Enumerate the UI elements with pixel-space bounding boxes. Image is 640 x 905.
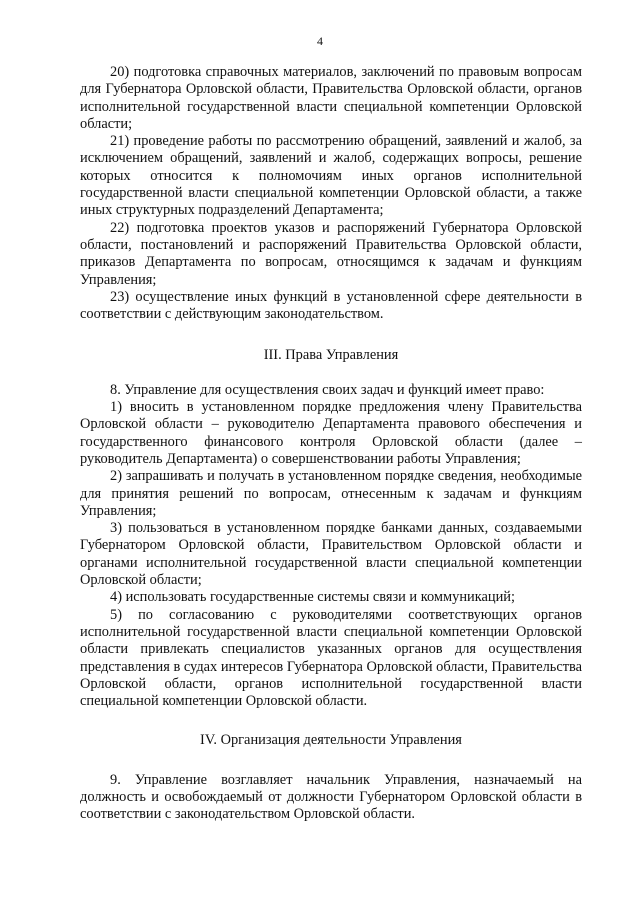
rights-intro: 8. Управление для осуществления своих задач и функций имеет право:	[110, 381, 545, 398]
page-number: 4	[317, 34, 323, 48]
rights-item-3: 3) пользоваться в установленном порядке банками данных, создаваемыми Губернатором Орловской области, Правительством Орловской области и органами исполнительной государственной власти специальной компетенции Орловской области;	[80, 520, 582, 589]
section-heading-rights: III. Права Управления	[263, 347, 399, 364]
list-item-23: 23) осуществление иных функций в установленной сфере деятельности в соответствии с действующим законодательством.	[80, 288, 582, 323]
rights-item-5: 5) по согласованию с руководителями соответствующих органов исполнительной государственной власти специальной компетенции Орловской области привлекать специалистов указанных органов для осуществления представления в судах интересов Губернатора Орловской области, Правительства Орловской области, органов исполнительной государственной власти специальной компетенции Орловской области.	[80, 606, 582, 710]
rights-item-1: 1) вносить в установленном порядке предложения члену Правительства Орловской области – руководителю Департамента правового обеспечения и государственного финансового контроля Орловской области (далее – руководитель Департамента) о совершенствовании работы Управления;	[80, 399, 582, 467]
list-item-20: 20) подготовка справочных материалов, заключений по правовым вопросам для Губернатора Орловской области, Правительства Орловской области, органов исполнительной государственной власти специальной компетенции Орловской области;	[80, 64, 582, 132]
rights-item-4: 4) использовать государственные системы связи и коммуникаций;	[110, 589, 515, 606]
section-heading-organization: IV. Организация деятельности Управления	[200, 732, 462, 749]
list-item-21: 21) проведение работы по рассмотрению обращений, заявлений и жалоб, за исключением обращений, заявлений и жалоб, содержащих вопросы, решение которых относится к полномочиям иных органов исполнительной государственной власти специальной компетенции Орловской области, а также иных структурных подразделений Департамента;	[80, 133, 582, 219]
rights-item-2: 2) запрашивать и получать в установленном порядке сведения, необходимые для принятия решений по вопросам, отнесенным к задачам и функциям Управления;	[80, 468, 582, 519]
document-body	[80, 64, 582, 824]
list-item-22: 22) подготовка проектов указов и распоряжений Губернатора Орловской области, постановлений и распоряжений Правительства Орловской области, приказов Департамента по вопросам, относящимся к задачам и функциям Управления;	[80, 219, 582, 288]
organization-paragraph: 9. Управление возглавляет начальник Управления, назначаемый на должность и освобождаемый от должности Губернатором Орловской области в соответствии с законодательством Орловской области.	[80, 771, 582, 823]
